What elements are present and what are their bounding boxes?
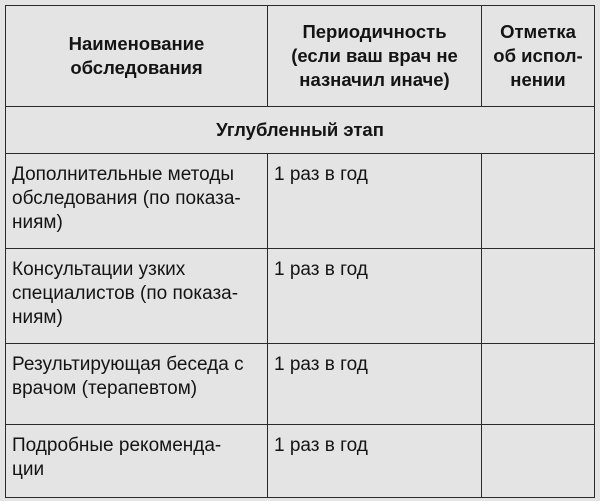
header-period-line: Периодичность	[302, 21, 447, 42]
table-row	[6, 425, 595, 498]
examination-name-line: Консультации узких	[12, 259, 186, 280]
header-mark-line: нении	[510, 69, 566, 90]
table-row	[6, 249, 595, 344]
periodicity-cell	[268, 425, 482, 498]
section-title: Углубленный этап	[6, 107, 595, 154]
header-name-line: обследования	[70, 57, 203, 78]
examination-name-cell	[6, 344, 268, 425]
examination-table	[5, 5, 595, 498]
header-mark-line: об испол-	[493, 45, 583, 66]
completion-mark-cell[interactable]	[482, 249, 595, 344]
periodicity-value: 1 раз в год	[274, 354, 368, 375]
examination-name-line: врачом (терапевтом)	[12, 378, 198, 399]
periodicity-value: 1 раз в год	[274, 435, 368, 456]
examination-name-cell	[6, 154, 268, 249]
examination-name-cell	[6, 425, 268, 498]
examination-name-line: ниям)	[12, 212, 63, 233]
examination-name-line: специалистов (по показа-	[12, 283, 239, 304]
examination-name-line: ции	[12, 459, 45, 480]
table-row	[6, 154, 595, 249]
header-period-line: назначил иначе)	[299, 69, 450, 90]
examination-name-cell	[6, 249, 268, 344]
examination-name-line: Подробные рекоменда-	[12, 435, 222, 456]
completion-mark-cell[interactable]	[482, 154, 595, 249]
header-completion-mark	[482, 6, 595, 107]
header-period-line: (если ваш врач не	[291, 45, 458, 66]
section-row	[6, 107, 595, 154]
examination-name-line: Результирующая беседа с	[12, 354, 244, 375]
examination-name-line: ниям)	[12, 307, 63, 328]
periodicity-cell	[268, 344, 482, 425]
periodicity-cell	[268, 154, 482, 249]
examination-name-line: обследования (по показа-	[12, 188, 241, 209]
header-row	[6, 6, 595, 107]
completion-mark-cell[interactable]	[482, 344, 595, 425]
periodicity-cell	[268, 249, 482, 344]
periodicity-value: 1 раз в год	[274, 259, 368, 280]
header-periodicity	[268, 6, 482, 107]
examination-name-line: Дополнительные методы	[12, 164, 235, 185]
header-name-line: Наименование	[68, 33, 205, 54]
header-examination-name	[6, 6, 268, 107]
table-row	[6, 344, 595, 425]
periodicity-value: 1 раз в год	[274, 164, 368, 185]
completion-mark-cell[interactable]	[482, 425, 595, 498]
header-mark-line: Отметка	[500, 21, 576, 42]
